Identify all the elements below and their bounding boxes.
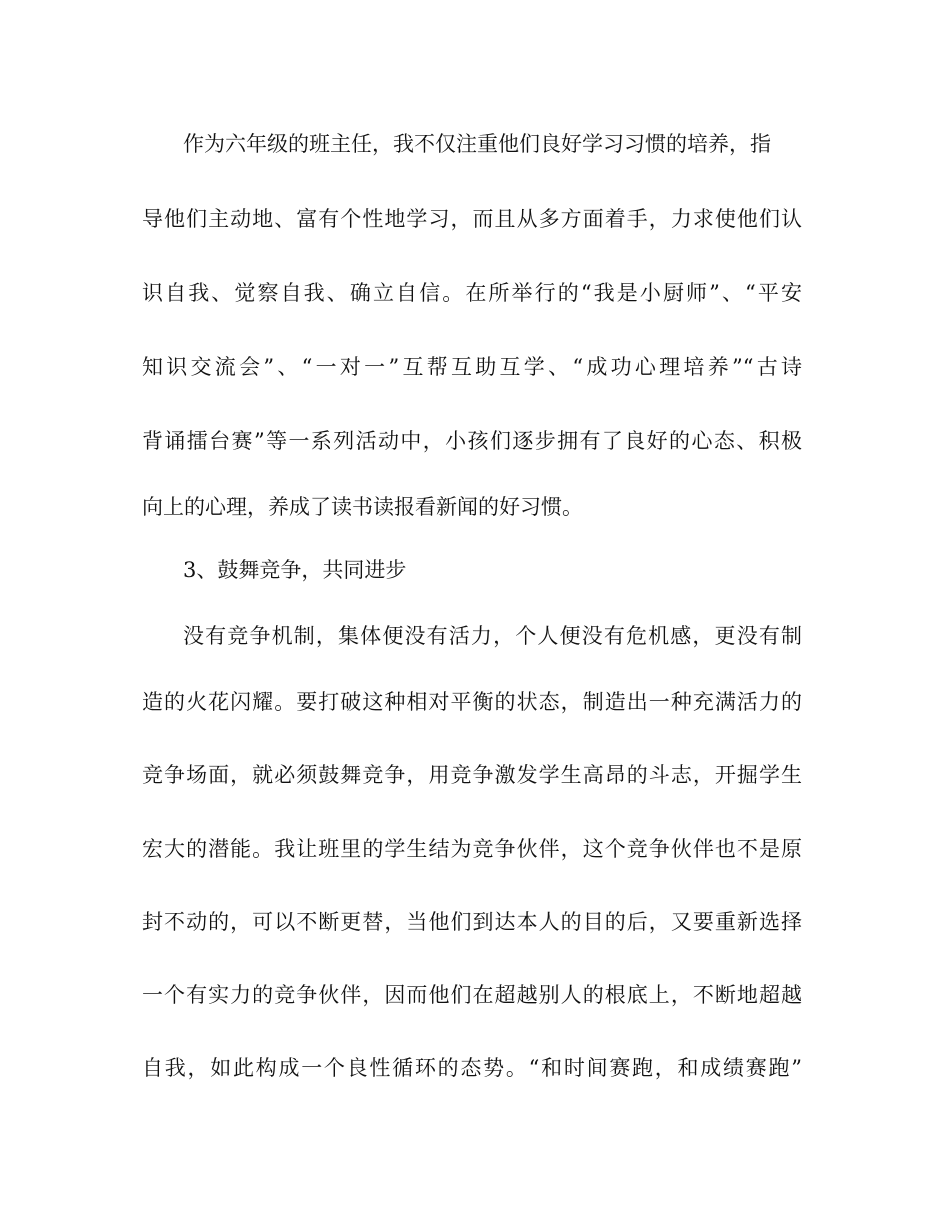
paragraph-1-line-6: 向上的心理，养成了读书读报看新闻的好习惯。 xyxy=(142,495,583,519)
paragraph-1-line-5: 背诵擂台赛”等一系列活动中，小孩们逐步拥有了良好的心态、积极 xyxy=(142,429,802,453)
paragraph-1-line-3: 识自我、觉察自我、确立自信。在所举行的“我是小厨师”、“平安 xyxy=(142,281,802,305)
paragraph-2-line-1: 没有竞争机制，集体便没有活力，个人便没有危机感，更没有制 xyxy=(183,624,802,648)
paragraph-2-line-2: 造的火花闪耀。要打破这种相对平衡的状态，制造出一种充满活力的 xyxy=(142,690,802,714)
paragraph-1-line-2: 导他们主动地、富有个性地学习，而且从多方面着手，力求使他们认 xyxy=(142,207,802,231)
paragraph-1-line-4: 知识交流会”、“一对一”互帮互助互学、“成功心理培养”“古诗 xyxy=(142,355,802,379)
paragraph-1-line-1: 作为六年级的班主任，我不仅注重他们良好学习习惯的培养，指 xyxy=(183,132,771,156)
paragraph-2-line-3: 竞争场面，就必须鼓舞竞争，用竞争激发学生高昂的斗志，开掘学生 xyxy=(142,763,802,787)
paragraph-2-line-5: 封不动的，可以不断更替，当他们到达本人的目的后，又要重新选择 xyxy=(142,910,802,934)
paragraph-2-line-4: 宏大的潜能。我让班里的学生结为竞争伙伴，这个竞争伙伴也不是原 xyxy=(142,837,802,861)
paragraph-2-line-6: 一个有实力的竞争伙伴，因而他们在超越别人的根底上，不断地超越 xyxy=(142,983,802,1007)
paragraph-2-line-7: 自我，如此构成一个良性循环的态势。“和时间赛跑，和成绩赛跑” xyxy=(142,1056,802,1080)
section-heading: 3、鼓舞竞争，共同进步 xyxy=(183,558,407,582)
